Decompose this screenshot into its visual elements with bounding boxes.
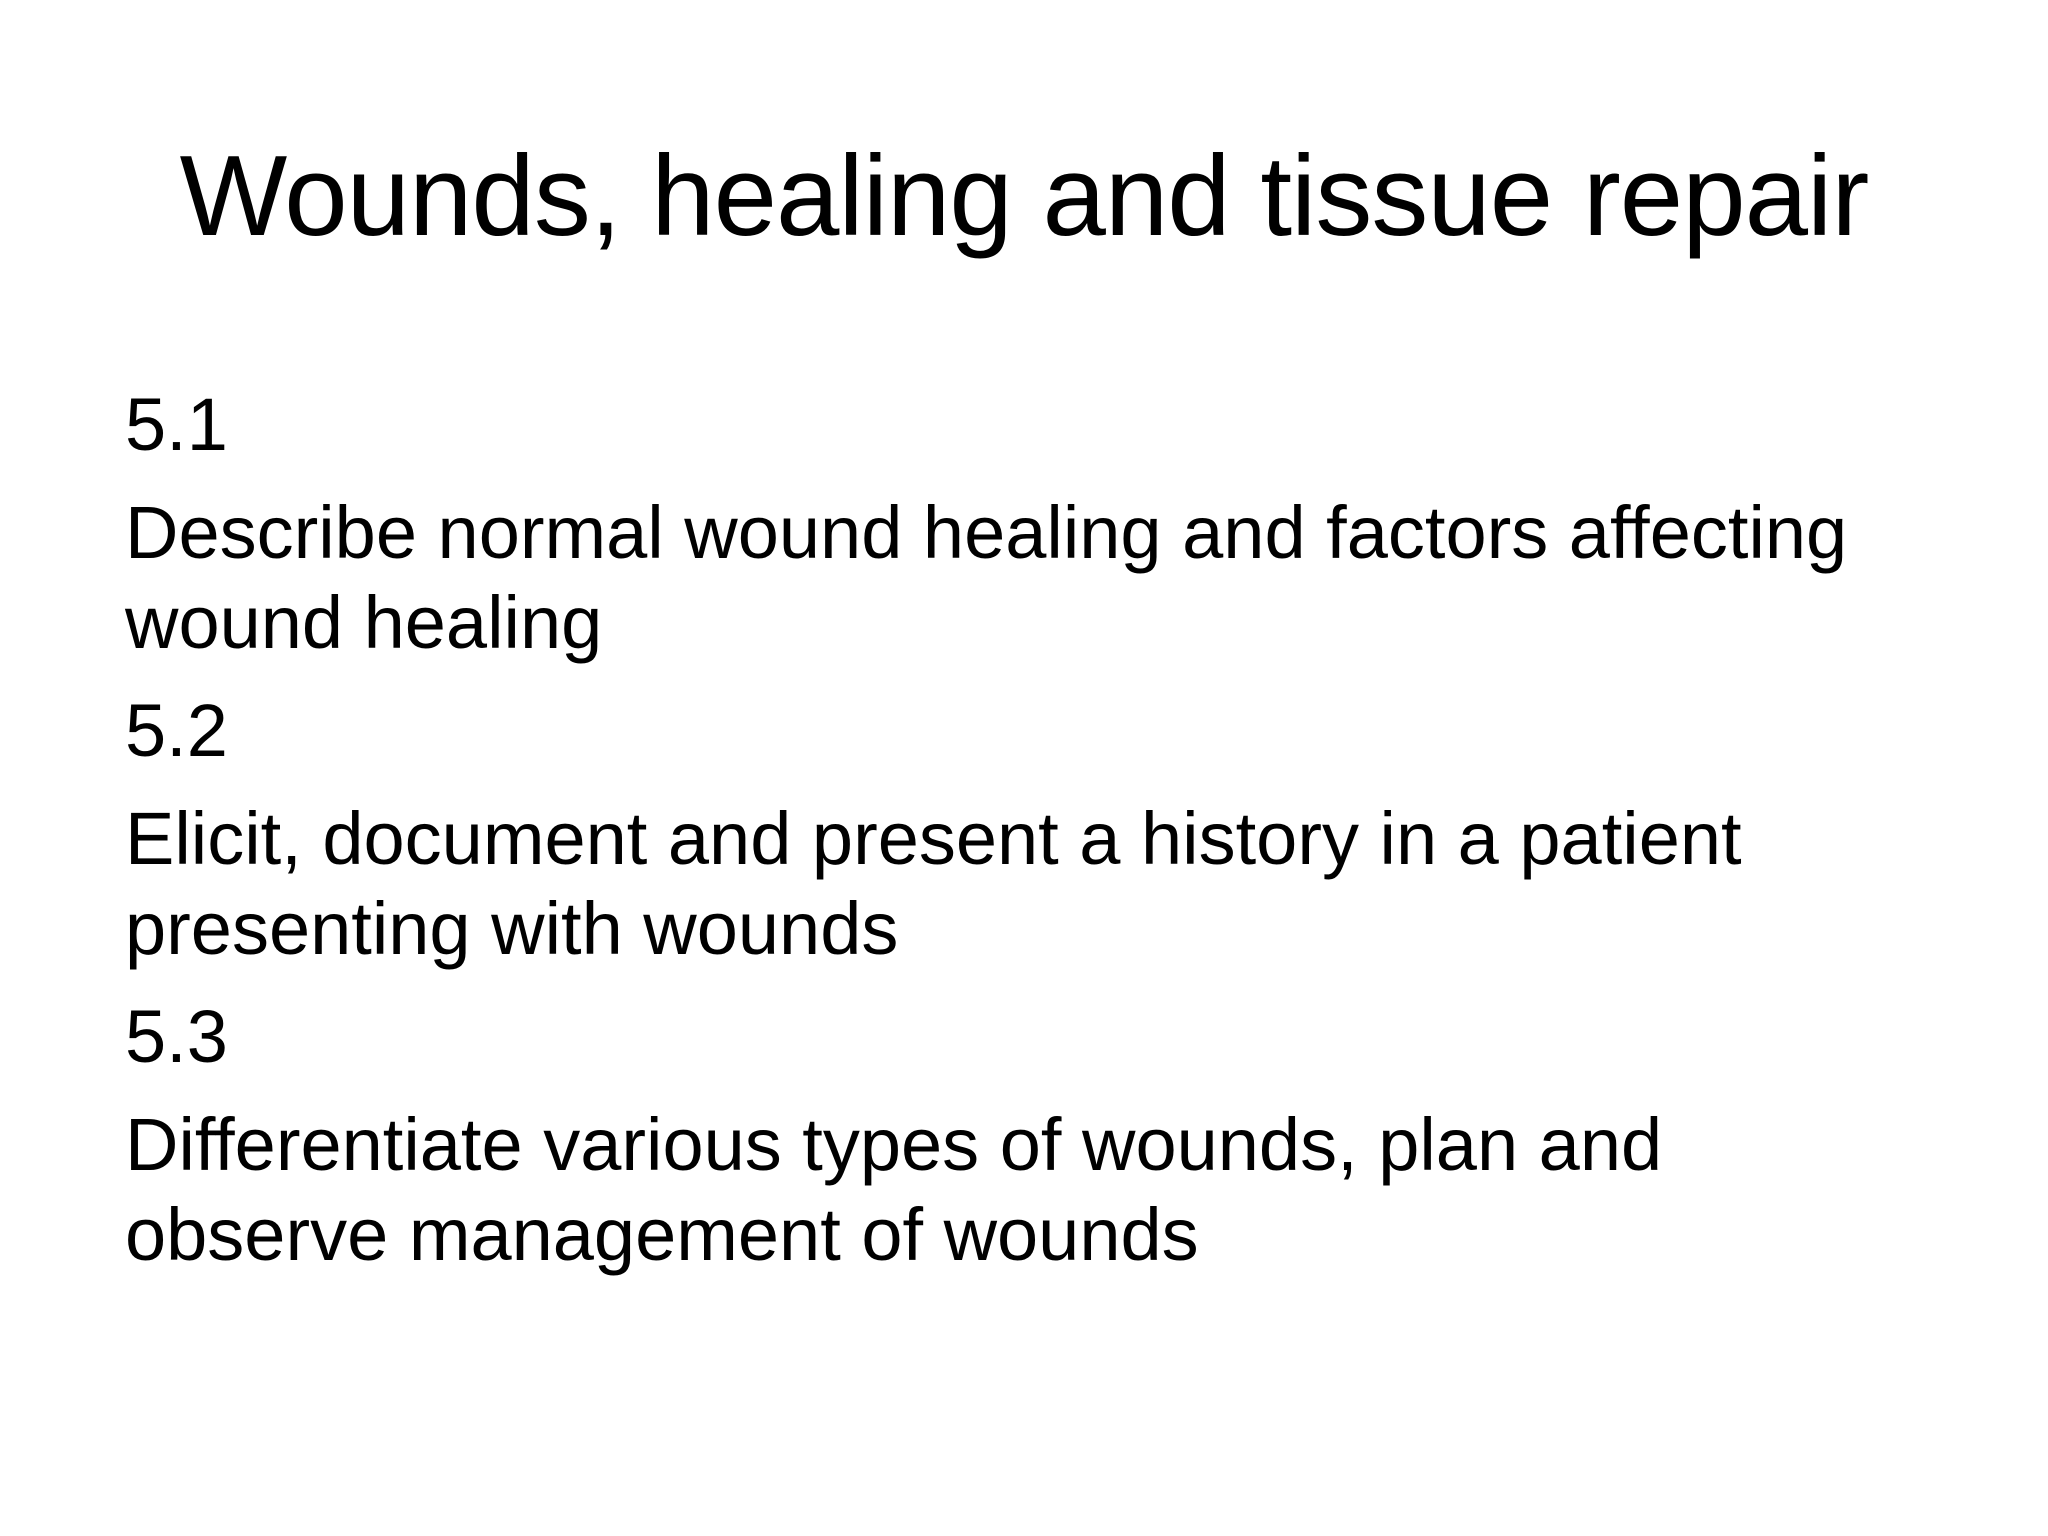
slide-body bbox=[125, 380, 1925, 1298]
slide-title: Wounds, healing and tissue repair bbox=[179, 133, 1869, 260]
objective-number: 5.1 bbox=[125, 383, 228, 466]
objective-number: 5.3 bbox=[125, 995, 228, 1078]
objective-text: Differentiate various types of wounds, plan and observe management of wounds bbox=[125, 1103, 1663, 1276]
objective-text: Describe normal wound healing and factors affecting wound healing bbox=[125, 491, 1848, 664]
objective-text: Elicit, document and present a history in a patient presenting with wounds bbox=[125, 797, 1742, 970]
objective-number: 5.2 bbox=[125, 689, 228, 772]
